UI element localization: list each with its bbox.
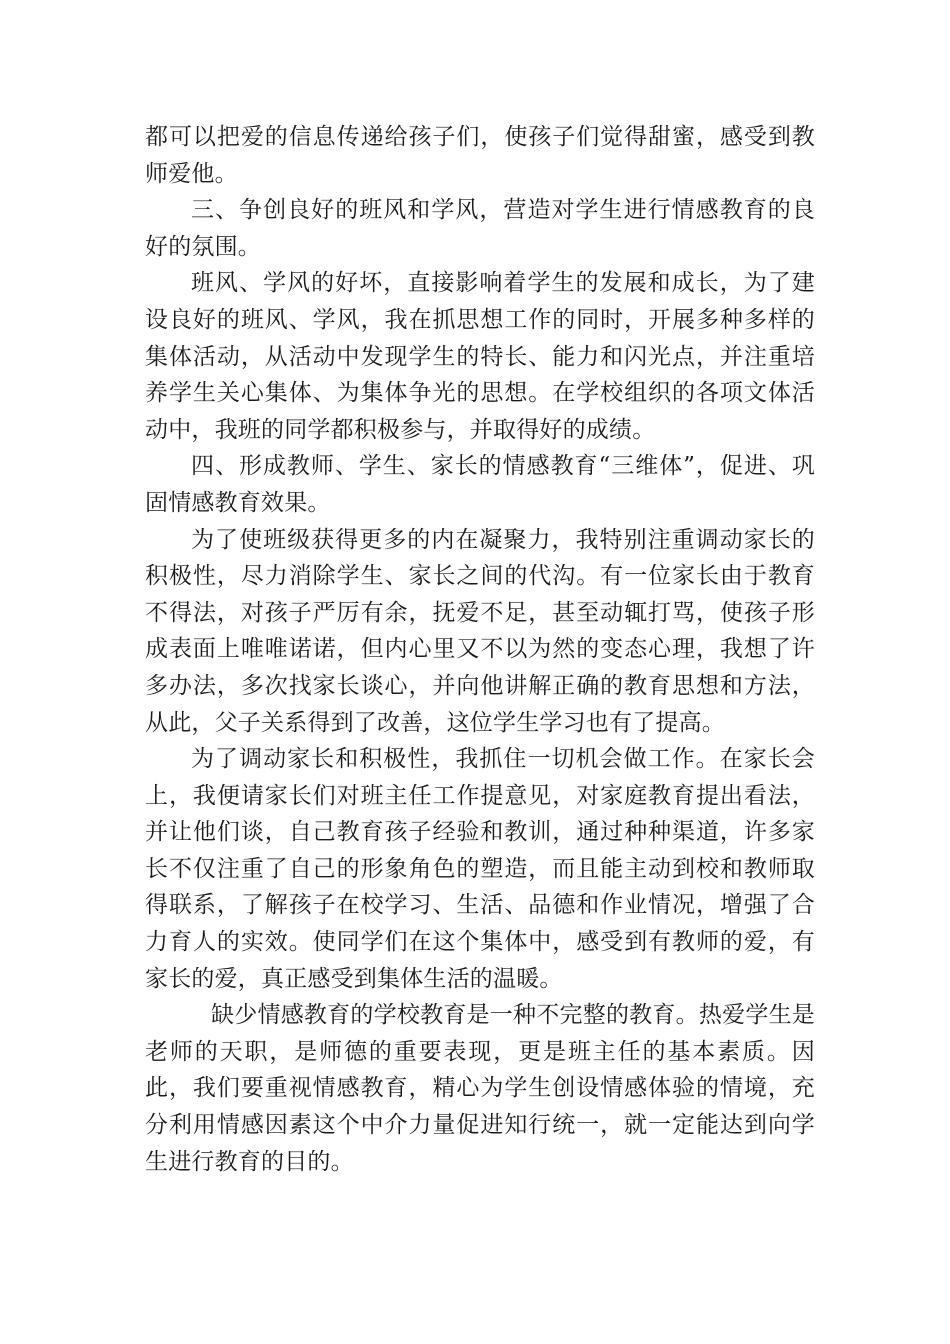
paragraph-parent-meetings: 为了调动家长和积极性，我抓住一切机会做工作。在家长会上，我便请家长们对班主任工作提意见，对家庭教育提出看法，并让他们谈，自己教育孩子经验和教训，通过种种渠道，许多家长不仅注重了自己的形象角色的塑造，而且能主动到校和教师取得联系，了解孩子在校学习、生活、品德和作业情况，增强了合力育人的实效。使同学们在这个集体中，感受到有教师的爱，有家长的爱，真正感受到集体生活的温暖。	[145, 746, 815, 992]
paragraph-conclusion: 缺少情感教育的学校教育是一种不完整的教育。热爱学生是老师的天职，是师德的重要表现，更是班主任的基本素质。因此，我们要重视情感教育，精心为学生创设情感体验的情境，充分利用情感因素这个中介力量促进知行统一，就一定能达到向学生进行教育的目的。	[145, 1002, 815, 1175]
document-body	[145, 119, 815, 1180]
section-heading-four: 四、形成教师、学生、家长的情感教育“三维体”，促进、巩固情感教育效果。	[145, 453, 815, 516]
section-heading-three: 三、争创良好的班风和学风，营造对学生进行情感教育的良好的氛围。	[145, 197, 815, 260]
paragraph-continuation: 都可以把爱的信息传递给孩子们，使孩子们觉得甜蜜，感受到教师爱他。	[145, 124, 815, 187]
paragraph-class-style: 班风、学风的好坏，直接影响着学生的发展和成长，为了建设良好的班风、学风，我在抓思想工作的同时，开展多种多样的集体活动，从活动中发现学生的特长、能力和闪光点，并注重培养学生关心集体、为集体争光的思想。在学校组织的各项文体活动中，我班的同学都积极参与，并取得好的成绩。	[145, 270, 815, 443]
paragraph-parent-engagement: 为了使班级获得更多的内在凝聚力，我特别注重调动家长的积极性，尽力消除学生、家长之间的代沟。有一位家长由于教育不得法，对孩子严厉有余，抚爱不足，甚至动辄打骂，使孩子形成表面上唯唯诺诺，但内心里又不以为然的变态心理，我想了许多办法，多次找家长谈心，并向他讲解正确的教育思想和方法，从此，父子关系得到了改善，这位学生学习也有了提高。	[145, 526, 815, 736]
